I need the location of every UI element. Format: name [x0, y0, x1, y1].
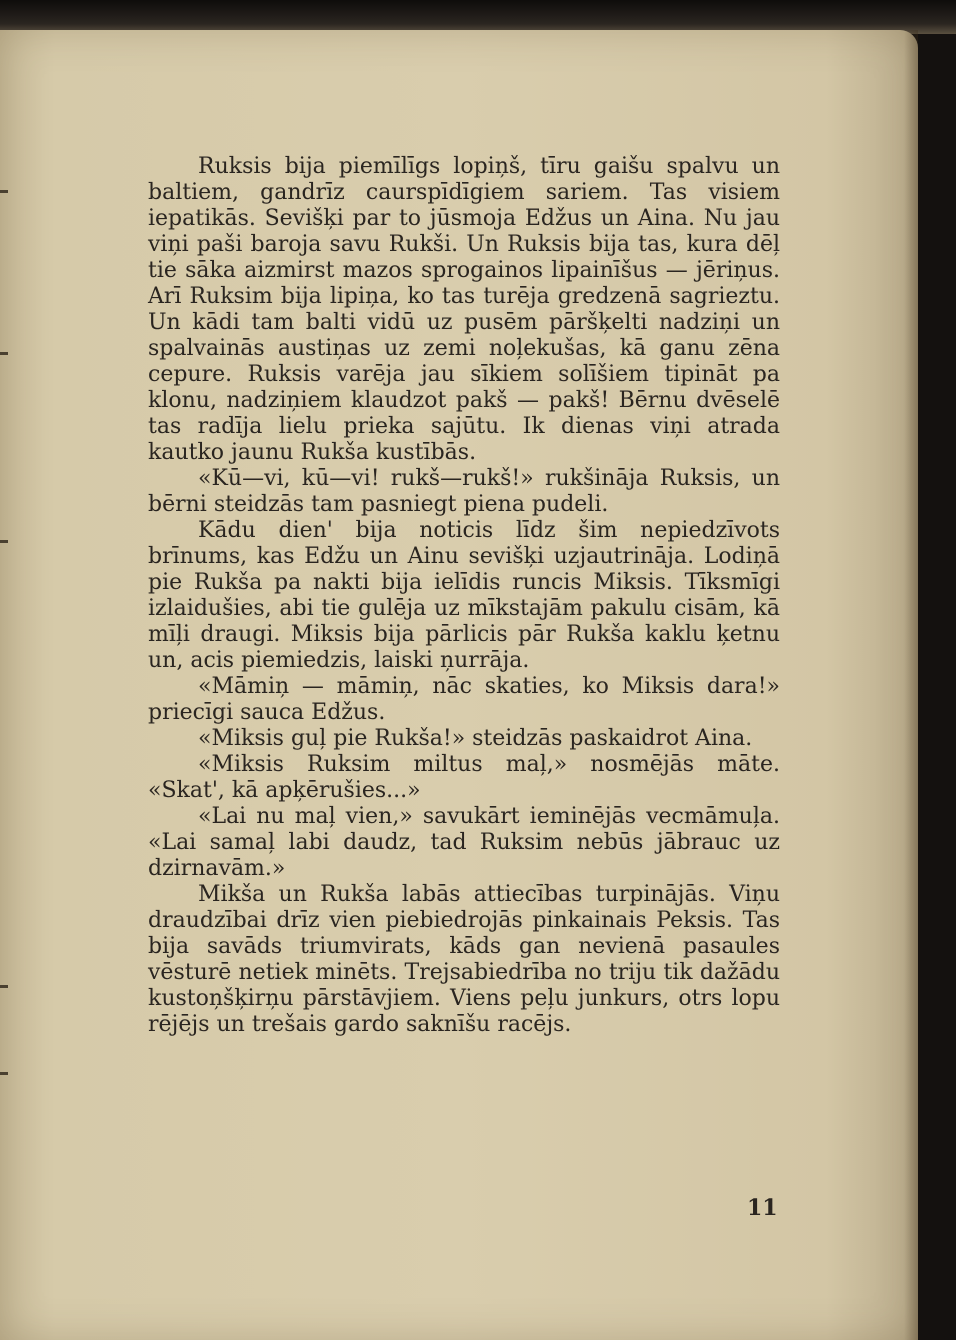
margin-mark — [0, 1072, 8, 1075]
paragraph: «Kū—vi, kū—vi! rukš—rukš!» rukšināja Ruksis, un bērni steidzās tam pasniegt piena pudeli. — [148, 466, 780, 517]
paragraph: Kādu dien' bija noticis līdz šim nepiedzīvots brīnums, kas Edžu un Ainu sevišķi uzjautrināja. Lodiņā pie Rukša pa nakti bija ielīdis runcis Miksis. Tīksmīgi izlaidušies, abi tie gulēja uz mīkstajām pakulu cisām, kā mīļi draugi. Miksis bija pārlicis pār Rukša kaklu ķetnu un, acis piemiedzis, laiski ņurrāja. — [148, 518, 780, 673]
paragraph: «Māmiņ — māmiņ, nāc skaties, ko Miksis dara!» priecīgi sauca Edžus. — [148, 674, 780, 725]
paragraph: Mikša un Rukša labās attiecības turpinājās. Viņu draudzībai drīz vien piebiedrojās pinkainais Peksis. Tas bija savāds triumvirats, kāds gan nevienā pasaules vēsturē netiek minēts. Trejsabiedrība no triju tik dažādu kustoņšķirņu pārstāvjiem. Viens peļu junkurs, otrs lopu rējējs un trešais gardo saknīšu racējs. — [148, 882, 780, 1037]
margin-mark — [0, 352, 8, 355]
paragraph: Ruksis bija piemīlīgs lopiņš, tīru gaišu spalvu un baltiem, gandrīz caurspīdīgiem sariem. Tas visiem iepatikās. Sevišķi par to jūsmoja Edžus un Aina. Nu jau viņi paši baroja savu Rukši. Un Ruksis bija tas, kura dēļ tie sāka aizmirst mazos sprogainos lipainīšus — jēriņus. Arī Ruksim bija lipiņa, ko tas turēja gredzenā sagrieztu. Un kādi tam balti vidū uz pusēm pāršķelti nadziņi un spalvainās austiņas uz zemi noļekušas, kā ganu zēna cepure. Ruksis varēja jau sīkiem solīšiem tipināt pa klonu, nadziņiem klaudzot pakš — pakš! Bērnu dvēselē tas radīja lielu prieka sajūtu. Ik dienas viņi atrada kautko jaunu Rukša kustībās. — [148, 154, 780, 465]
page-edge-shadow — [904, 30, 918, 1340]
margin-mark — [0, 540, 8, 543]
paragraph: «Lai nu maļ vien,» savukārt ieminējās vecmāmuļa. «Lai samaļ labi daudz, tad Ruksim nebūs jābrauc uz dzirnavām.» — [148, 804, 780, 881]
body-text — [148, 154, 780, 1038]
margin-mark — [0, 190, 8, 193]
paragraph: «Miksis guļ pie Rukša!» steidzās paskaidrot Aina. — [198, 726, 753, 751]
paragraph: «Miksis Ruksim miltus maļ,» nosmējās māte. «Skat', kā apķērušies...» — [148, 752, 780, 803]
scan-top-border — [0, 0, 956, 34]
page-number: 11 — [747, 1195, 778, 1221]
margin-mark — [0, 985, 8, 988]
